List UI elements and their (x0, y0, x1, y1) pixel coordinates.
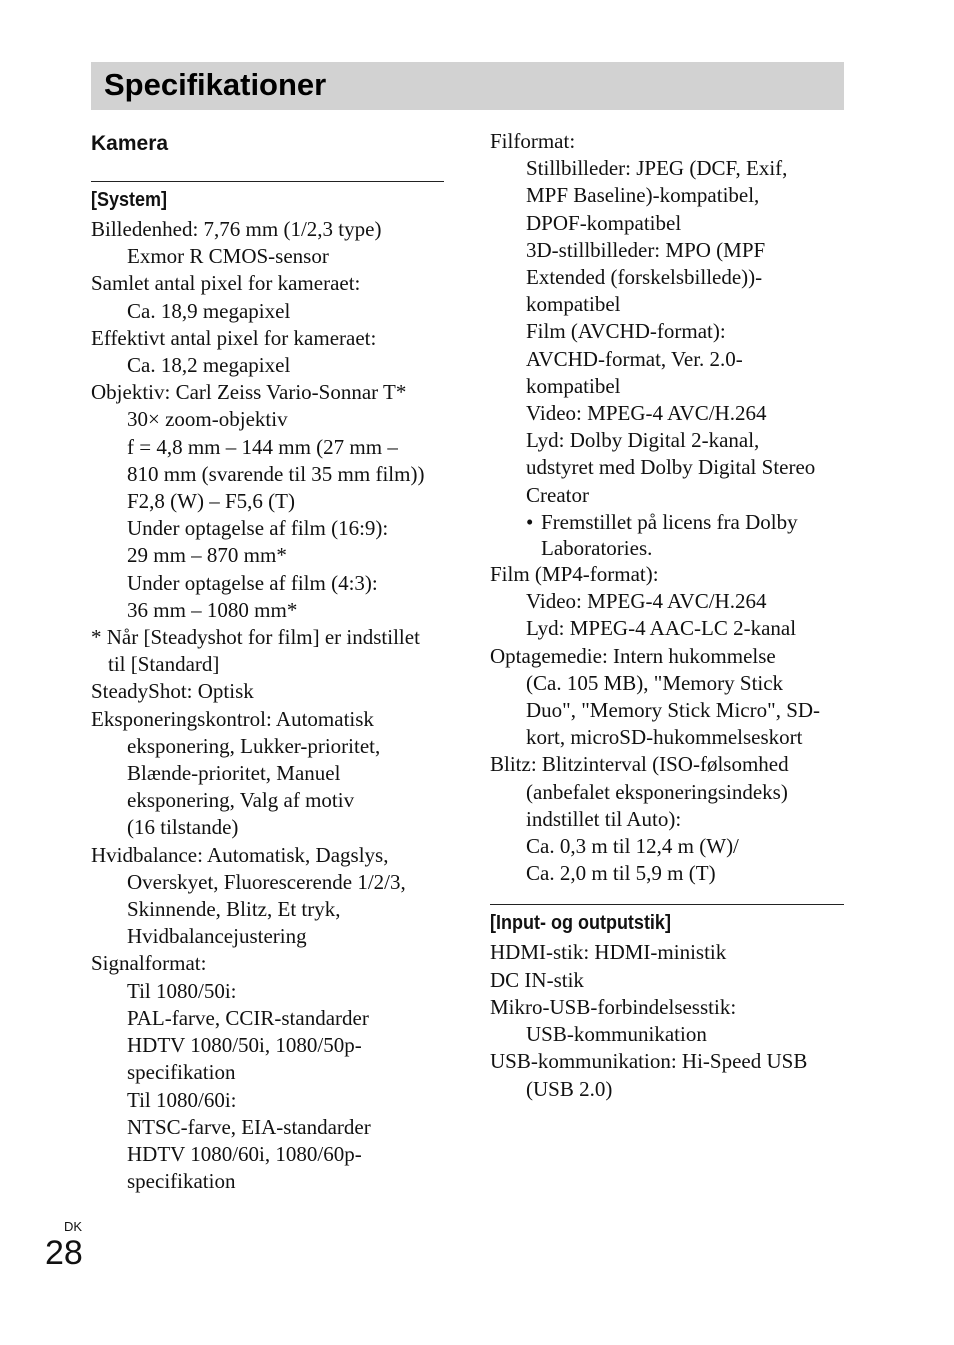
spec-line: Ca. 18,9 megapixel (127, 298, 291, 323)
left-column (91, 128, 444, 1195)
spec-line: Til 1080/60i: (127, 1087, 237, 1112)
spec-line: kompatibel (526, 292, 621, 317)
spec-line: kort, microSD-hukommelseskort (526, 725, 803, 750)
spec-line: Blænde-prioritet, Manuel (127, 761, 341, 786)
spec-line: Lyd: Dolby Digital 2-kanal, (526, 428, 760, 453)
spec-line: Mikro-USB-forbindelsesstik: (490, 994, 737, 1019)
spec-line: Effektivt antal pixel for kameraet: (91, 325, 377, 350)
right-column (490, 128, 844, 1103)
spec-line: (Ca. 105 MB), "Memory Stick (526, 670, 784, 695)
spec-line: Hvidbalance: Automatisk, Dagslys, (91, 842, 389, 867)
title-bar (91, 62, 844, 110)
spec-line: DC IN-stik (490, 967, 584, 992)
spec-line: Video: MPEG-4 AVC/H.264 (526, 589, 767, 614)
spec-line: NTSC-farve, EIA-standarder (127, 1114, 371, 1139)
spec-line: Lyd: MPEG-4 AAC-LC 2-kanal (526, 616, 797, 641)
spec-line: AVCHD-format, Ver. 2.0- (526, 346, 743, 371)
spec-line: Film (AVCHD-format): (526, 319, 726, 344)
language-code: DK (64, 1219, 83, 1234)
spec-line: f = 4,8 mm – 144 mm (27 mm – (127, 434, 398, 459)
spec-line: Ca. 0,3 m til 12,4 m (W)/ (526, 834, 739, 859)
footnote-line: * Når [Steadyshot for film] er indstillet (91, 625, 420, 650)
spec-line: Stillbilleder: JPEG (DCF, Exif, (526, 156, 788, 181)
spec-line: Extended (forskelsbillede))- (526, 265, 763, 290)
spec-line: Video: MPEG-4 AVC/H.264 (526, 401, 767, 426)
spec-line: Creator (526, 482, 589, 507)
spec-line: HDTV 1080/60i, 1080/60p- (127, 1141, 362, 1166)
spec-line: Film (MP4-format): (490, 562, 659, 587)
bullet-text: Fremstillet på licens fra Dolby (541, 509, 798, 534)
spec-line: USB-kommunikation (526, 1022, 707, 1047)
spec-line: MPF Baseline)-kompatibel, (526, 183, 760, 208)
bullet-icon: • (526, 509, 534, 534)
spec-line: Duo", "Memory Stick Micro", SD- (526, 698, 821, 723)
spec-line: Under optagelse af film (4:3): (127, 570, 378, 595)
spec-line: HDMI-stik: HDMI-ministik (490, 940, 727, 965)
spec-line: Under optagelse af film (16:9): (127, 516, 389, 541)
bullet-line (490, 509, 844, 536)
spec-line: udstyret med Dolby Digital Stereo (526, 455, 816, 480)
spec-line: eksponering, Valg af motiv (127, 788, 355, 813)
spec-line: indstillet til Auto): (526, 806, 682, 831)
spec-line: Ca. 2,0 m til 5,9 m (T) (526, 861, 716, 886)
spec-line: Hvidbalancejustering (127, 924, 307, 949)
spec-line: eksponering, Lukker-prioritet, (127, 733, 381, 758)
spec-line: Eksponeringskontrol: Automatisk (91, 706, 374, 731)
spec-line: Til 1080/50i: (127, 978, 237, 1003)
spec-line: kompatibel (526, 373, 621, 398)
spec-line: SteadyShot: Optisk (91, 679, 254, 704)
spec-line: Skinnende, Blitz, Et tryk, (127, 897, 341, 922)
spec-line: Exmor R CMOS-sensor (127, 244, 329, 269)
page-number: 28 (45, 1234, 83, 1272)
spec-line: Signalformat: (91, 951, 207, 976)
section-heading-system: [System] (91, 189, 168, 211)
group-heading-kamera: Kamera (91, 132, 169, 155)
spec-line: Ca. 18,2 megapixel (127, 353, 291, 378)
spec-line: Billedenhed: 7,76 mm (1/2,3 type) (91, 217, 382, 241)
spec-line: specifikation (127, 1169, 236, 1194)
spec-line: HDTV 1080/50i, 1080/50p- (127, 1033, 362, 1058)
spec-line: 3D-stillbilleder: MPO (MPF (526, 237, 766, 262)
page-title: Specifikationer (104, 67, 327, 102)
spec-line: specifikation (127, 1060, 236, 1085)
spec-line: PAL-farve, CCIR-standarder (127, 1005, 369, 1030)
spec-line: USB-kommunikation: Hi-Speed USB (490, 1049, 808, 1074)
footnote-line: til [Standard] (108, 652, 220, 677)
spec-line: Objektiv: Carl Zeiss Vario-Sonnar T* (91, 380, 407, 405)
spec-line: Overskyet, Fluorescerende 1/2/3, (127, 869, 406, 894)
spec-line: (16 tilstande) (127, 815, 239, 840)
spec-line: (USB 2.0) (526, 1076, 613, 1101)
spec-line: Samlet antal pixel for kameraet: (91, 271, 361, 296)
section-heading-input-output: [Input- og outputstik] (490, 912, 671, 935)
bullet-line-continued: Laboratories. (541, 536, 653, 561)
spec-line: (anbefalet eksponeringsindeks) (526, 779, 788, 804)
spec-line: Optagemedie: Intern hukommelse (490, 643, 776, 668)
spec-line: Blitz: Blitzinterval (ISO-følsomhed (490, 752, 789, 777)
spec-line: F2,8 (W) – F5,6 (T) (127, 489, 295, 514)
spec-line: 810 mm (svarende til 35 mm film)) (127, 461, 425, 486)
spec-line: 30× zoom-objektiv (127, 407, 288, 432)
spec-line: 29 mm – 870 mm* (127, 543, 287, 568)
spec-line: Filformat: (490, 129, 576, 153)
spec-line: 36 mm – 1080 mm* (127, 597, 298, 622)
spec-line: DPOF-kompatibel (526, 210, 682, 235)
